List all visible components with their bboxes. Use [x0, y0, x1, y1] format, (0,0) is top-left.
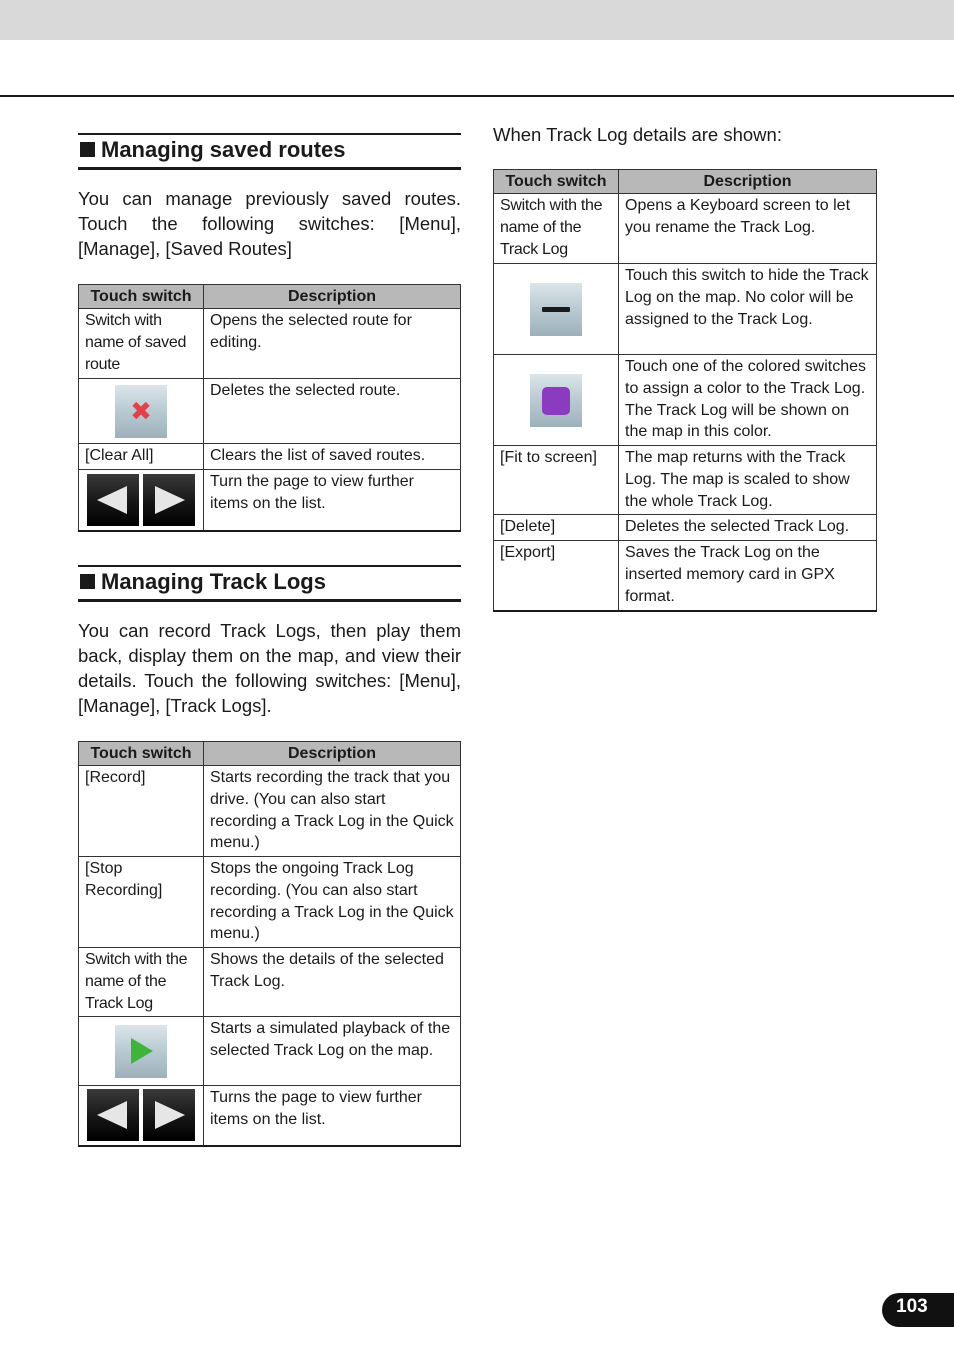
description-cell: Starts recording the track that you drive. (You can also start recording a Track Log in the Quick menu.) [204, 766, 461, 857]
description-cell: Touch this switch to hide the Track Log on the map. No color will be assigned to the Track Log. [619, 264, 877, 355]
description-cell: Stops the ongoing Track Log recording. (You can also start recording a Track Log in the Quick menu.) [204, 857, 461, 948]
column-header: Description [204, 285, 461, 309]
track-log-details-section [493, 122, 877, 612]
switch-cell [79, 1086, 204, 1146]
switch-cell [79, 470, 204, 531]
saved-routes-table [78, 284, 461, 532]
column-header: Description [204, 742, 461, 766]
table-row [494, 355, 877, 446]
description-cell: Opens a Keyboard screen to let you rename the Track Log. [619, 194, 877, 264]
switch-cell[interactable]: [Stop Recording] [79, 857, 204, 948]
description-cell: Starts a simulated playback of the selected Track Log on the map. [204, 1017, 461, 1086]
description-cell: Shows the details of the selected Track Log. [204, 948, 461, 1017]
column-header: Touch switch [79, 285, 204, 309]
next-page-icon[interactable] [143, 474, 195, 526]
table-row [494, 541, 877, 611]
heading-square-icon [80, 574, 95, 589]
track-log-details-intro: When Track Log details are shown: [493, 124, 782, 145]
description-cell: Opens the selected route for editing. [204, 309, 461, 379]
switch-cell[interactable]: [Record] [79, 766, 204, 857]
color-swatch-icon[interactable] [530, 374, 582, 427]
description-cell: Deletes the selected Track Log. [619, 515, 877, 541]
column-header: Touch switch [494, 170, 619, 194]
page-number: 103 [882, 1293, 954, 1327]
table-row [79, 470, 461, 531]
description-cell: Clears the list of saved routes. [204, 444, 461, 470]
description-cell: Turn the page to view further items on the list. [204, 470, 461, 531]
description-cell: Saves the Track Log on the inserted memory card in GPX format. [619, 541, 877, 611]
description-cell: Deletes the selected route. [204, 379, 461, 444]
table-row [79, 1017, 461, 1086]
section-heading: Managing Track Logs [78, 565, 461, 602]
switch-cell[interactable]: Switch with the name of the Track Log [494, 194, 619, 264]
table-row [79, 309, 461, 379]
track-logs-intro: You can record Track Logs, then play them back, display them on the map, and view their details. Touch the following switches: [Menu], [Manage], [Track Logs]. [78, 620, 461, 716]
switch-cell[interactable]: Switch with name of saved route [79, 309, 204, 379]
heading-square-icon [80, 142, 95, 157]
track-logs-section [78, 565, 461, 1147]
switch-cell[interactable]: [Fit to screen] [494, 446, 619, 515]
top-band [0, 0, 954, 40]
table-row [494, 194, 877, 264]
page-arrows-icon [87, 474, 195, 526]
switch-cell[interactable]: Switch with the name of the Track Log [79, 948, 204, 1017]
table-row [494, 264, 877, 355]
switch-cell [79, 1017, 204, 1086]
track-logs-table [78, 741, 461, 1147]
switch-cell [494, 355, 619, 446]
delete-x-icon[interactable]: ✖ [115, 385, 167, 438]
description-cell: The map returns with the Track Log. The map is scaled to show the whole Track Log. [619, 446, 877, 515]
column-header: Description [619, 170, 877, 194]
table-row [494, 446, 877, 515]
page-arrows-icon [87, 1089, 195, 1141]
hide-minus-icon[interactable] [530, 283, 582, 336]
table-row [494, 515, 877, 541]
switch-cell [79, 379, 204, 444]
section-heading: Managing saved routes [78, 133, 461, 170]
table-row [79, 379, 461, 444]
table-row [79, 948, 461, 1017]
switch-cell[interactable]: [Delete] [494, 515, 619, 541]
next-page-icon[interactable] [143, 1089, 195, 1141]
top-rule [0, 95, 954, 97]
saved-routes-section [78, 133, 461, 532]
table-row [79, 444, 461, 470]
table-row [79, 857, 461, 948]
description-cell: Touch one of the colored switches to assign a color to the Track Log. The Track Log will be shown on the map in this color. [619, 355, 877, 446]
switch-cell[interactable]: [Export] [494, 541, 619, 611]
previous-page-icon[interactable] [87, 1089, 139, 1141]
previous-page-icon[interactable] [87, 474, 139, 526]
saved-routes-intro: You can manage previously saved routes. Touch the following switches: [Menu], [Manage], [Saved Routes] [78, 188, 461, 259]
table-row [79, 766, 461, 857]
column-header: Touch switch [79, 742, 204, 766]
play-icon[interactable] [115, 1025, 167, 1078]
track-log-details-table [493, 169, 877, 612]
table-row [79, 1086, 461, 1146]
switch-cell [494, 264, 619, 355]
switch-cell[interactable]: [Clear All] [79, 444, 204, 470]
description-cell: Turns the page to view further items on the list. [204, 1086, 461, 1146]
